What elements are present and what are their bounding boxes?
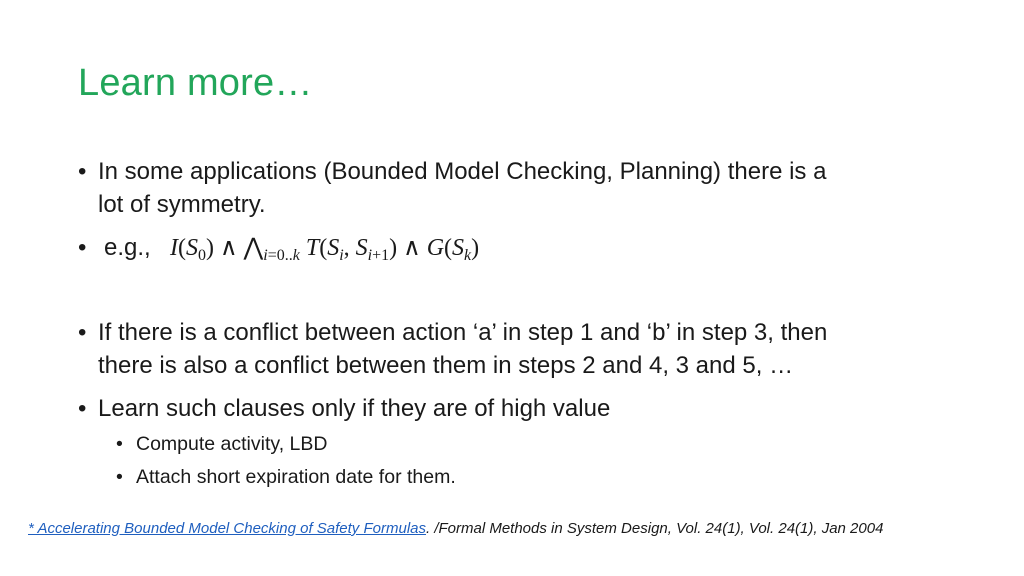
sub-bullet-text: Attach short expiration date for them. xyxy=(136,466,456,488)
bullet-dot-icon: • xyxy=(78,158,87,185)
bullet-dot-icon: • xyxy=(78,319,87,346)
bullet-dot-icon: • xyxy=(116,433,123,455)
citation-link[interactable]: * Accelerating Bounded Model Checking of Safety Formulas xyxy=(28,520,426,537)
slide-title: Learn more… xyxy=(78,62,313,104)
bullet-dot-icon: • xyxy=(116,466,123,488)
math-formula: $I(S_0)$ ∧ $⋀_{i=0..k}$ $T(S_i$, $S_{i+1}$) ∧ $G(S_k)$ xyxy=(170,235,480,264)
sub-bullet-text: Compute activity, LBD xyxy=(136,433,328,455)
bullet-label: e.g., xyxy=(104,234,151,261)
citation-text: . /Formal Methods in System Design, Vol. 24(1), Vol. 24(1), Jan 2004 xyxy=(426,520,884,537)
bullet-text: there is also a conflict between them in steps 2 and 4, 3 and 5, … xyxy=(98,352,794,379)
bullet-dot-icon: • xyxy=(78,395,87,422)
bullet-text: In some applications (Bounded Model Checking, Planning) there is a xyxy=(98,158,827,185)
bullet-text: Learn such clauses only if they are of high value xyxy=(98,395,611,422)
bullet-dot-icon: • xyxy=(78,234,87,261)
footer-citation xyxy=(28,520,883,537)
bullet-text: If there is a conflict between action ‘a’ in step 1 and ‘b’ in step 3, then xyxy=(98,319,828,346)
bullet-text: lot of symmetry. xyxy=(98,191,266,218)
